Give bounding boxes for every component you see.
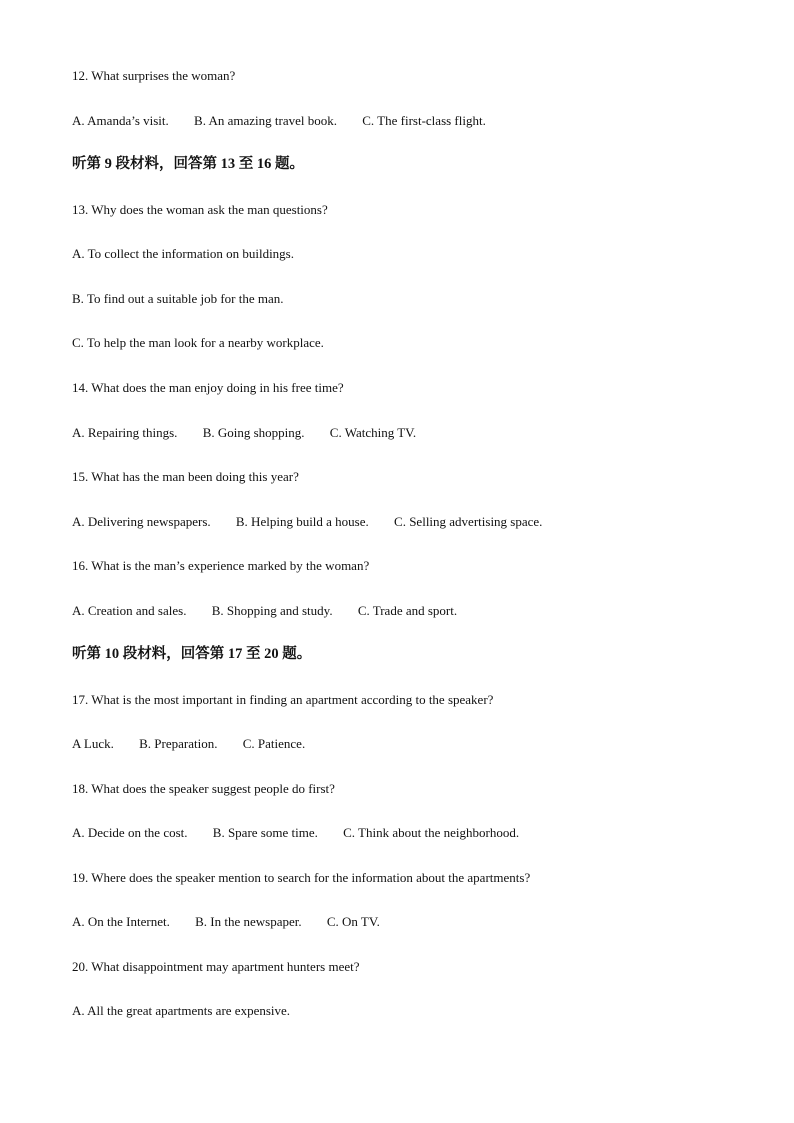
option-19-c: C. On TV. — [326, 914, 380, 929]
question-12: 12. What surprises the woman? — [72, 68, 236, 83]
option-17-b: B. Preparation. — [139, 736, 218, 751]
section-heading-9: 听第 9 段材料，回答第 13 至 16 题。 — [72, 156, 304, 172]
option-13-a: A. To collect the information on buildings. — [72, 246, 294, 261]
option-16-a: A. Creation and sales. — [72, 603, 187, 618]
option-18-c: C. Think about the neighborhood. — [343, 825, 520, 840]
option-18-a: A. Decide on the cost. — [72, 825, 188, 840]
option-17-a: A Luck. — [72, 736, 114, 751]
option-17-c: C. Patience. — [242, 736, 306, 751]
option-14-a: A. Repairing things. — [72, 425, 178, 440]
option-15-a: A. Delivering newspapers. — [72, 514, 211, 529]
option-13-c: C. To help the man look for a nearby workplace. — [72, 335, 324, 350]
option-19-b: B. In the newspaper. — [195, 914, 302, 929]
section-heading-10: 听第 10 段材料，回答第 17 至 20 题。 — [72, 646, 312, 662]
option-14-b: B. Going shopping. — [202, 425, 305, 440]
options-18 — [72, 825, 519, 841]
question-19: 19. Where does the speaker mention to search for the information about the apartments? — [72, 870, 531, 885]
options-12 — [72, 113, 486, 129]
options-17 — [72, 736, 305, 752]
options-19 — [72, 914, 380, 930]
question-14: 14. What does the man enjoy doing in his free time? — [72, 380, 344, 395]
question-18: 18. What does the speaker suggest people do first? — [72, 781, 335, 796]
question-16: 16. What is the man’s experience marked by the woman? — [72, 558, 370, 573]
option-20-a: A. All the great apartments are expensive. — [72, 1003, 291, 1018]
option-18-b: B. Spare some time. — [212, 825, 318, 840]
option-12-c: C. The first-class flight. — [362, 113, 486, 128]
question-17: 17. What is the most important in finding an apartment according to the speaker? — [72, 692, 494, 707]
question-13: 13. Why does the woman ask the man questions? — [72, 202, 328, 217]
option-16-b: B. Shopping and study. — [211, 603, 333, 618]
option-15-b: B. Helping build a house. — [235, 514, 369, 529]
question-15: 15. What has the man been doing this year? — [72, 469, 299, 484]
option-15-c: C. Selling advertising space. — [394, 514, 543, 529]
options-15 — [72, 514, 542, 530]
option-16-c: C. Trade and sport. — [357, 603, 458, 618]
option-19-a: A. On the Internet. — [72, 914, 170, 929]
question-20: 20. What disappointment may apartment hunters meet? — [72, 959, 360, 974]
option-12-b: B. An amazing travel book. — [194, 113, 337, 128]
options-14 — [72, 425, 416, 441]
option-12-a: A. Amanda’s visit. — [72, 113, 169, 128]
option-14-c: C. Watching TV. — [329, 425, 417, 440]
option-13-b: B. To find out a suitable job for the man. — [72, 291, 284, 306]
options-16 — [72, 603, 457, 619]
